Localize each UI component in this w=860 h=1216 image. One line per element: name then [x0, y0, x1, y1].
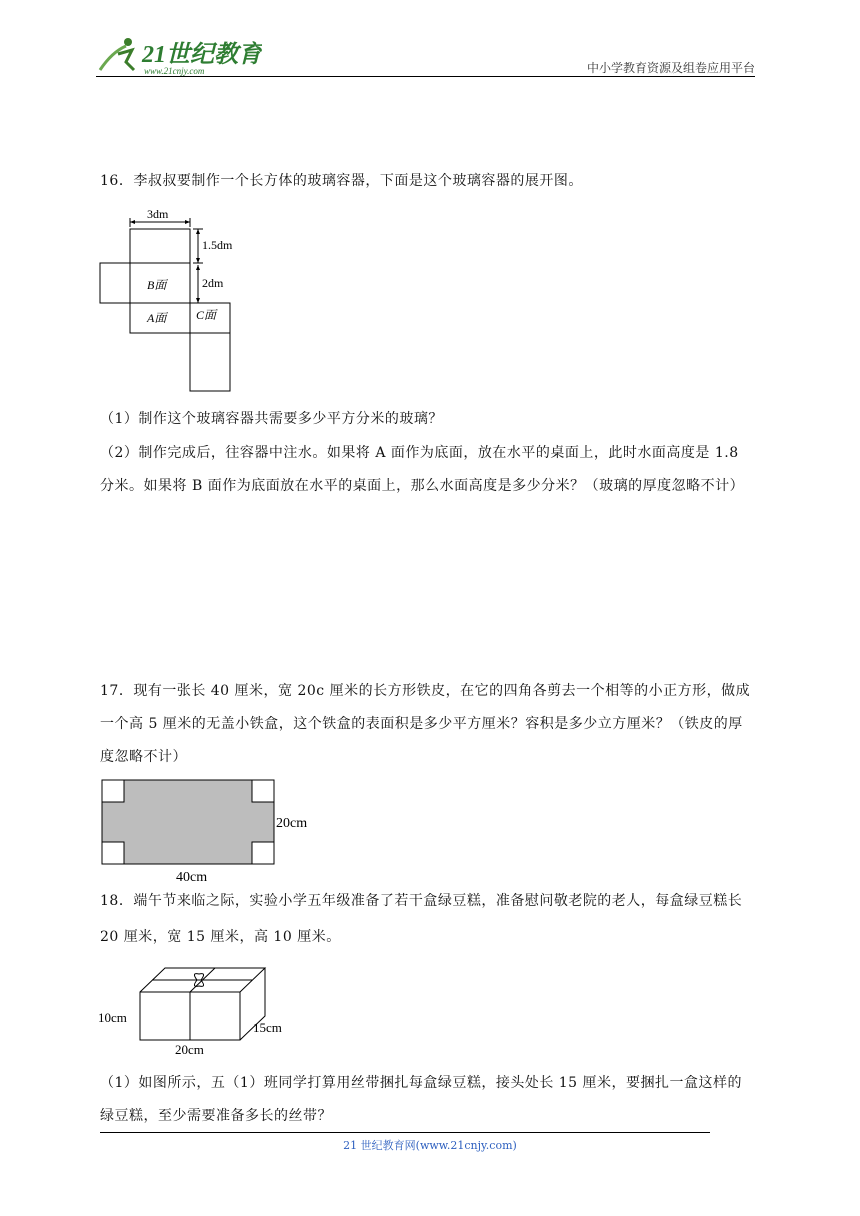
logo-text: 21世纪教育	[142, 42, 262, 68]
site-logo	[92, 32, 262, 80]
face-a-label: A面	[147, 311, 167, 325]
dim-20cm: 20cm	[175, 1042, 204, 1057]
dim-15cm: 15cm	[253, 1020, 282, 1035]
header-divider	[96, 76, 755, 77]
q17-line1: 17．现有一张长 40 厘米，宽 20c 厘米的长方形铁皮，在它的四角各剪去一个相等的小正方形，做成	[100, 683, 751, 699]
logo-url: www.21cnjy.com	[144, 66, 205, 76]
dim-2dm: 2dm	[202, 276, 224, 290]
q17-line3: 度忽略不计）	[100, 749, 187, 765]
dim-10cm: 10cm	[98, 1010, 127, 1025]
q16-part1: （1）制作这个玻璃容器共需要多少平方分米的玻璃？	[100, 411, 443, 427]
footer-divider	[100, 1132, 710, 1133]
q18-line1: 18．端午节来临之际，实验小学五年级准备了若干盒绿豆糕，准备慰问敬老院的老人，每盒绿豆糕长	[100, 893, 743, 909]
footer-text: 21 世纪教育网(www.21cnjy.com)	[343, 1139, 517, 1152]
dim-3dm: 3dm	[147, 207, 169, 221]
q18-part1-line2: 绿豆糕，至少需要准备多长的丝带？	[100, 1108, 332, 1124]
q18-part1-line1: （1）如图所示，五（1）班同学打算用丝带捆扎每盒绿豆糕，接头处长 15 厘米，要捆扎一盒这样的	[100, 1075, 743, 1091]
q16-part2-line2: 分米。如果将 B 面作为底面放在水平的桌面上，那么水面高度是多少分米？（玻璃的厚度忽略不计）	[100, 478, 745, 494]
q17-line2: 一个高 5 厘米的无盖小铁盒，这个铁盒的表面积是多少平方厘米？容积是多少立方厘米？（铁皮的厚	[100, 716, 743, 732]
face-b-label: B面	[147, 278, 167, 292]
dim-20cm: 20cm	[276, 816, 308, 831]
q16-part2-line1: （2）制作完成后，往容器中注水。如果将 A 面作为底面，放在水平的桌面上，此时水面高度是 1.8	[100, 445, 739, 461]
q18-box-diagram	[95, 960, 295, 1060]
platform-name: 中小学教育资源及组卷应用平台	[586, 61, 755, 75]
q16-net-diagram	[95, 205, 255, 395]
q18-line2: 20 厘米，宽 15 厘米，高 10 厘米。	[100, 929, 341, 945]
q16-stem: 16．李叔叔要制作一个长方体的玻璃容器，下面是这个玻璃容器的展开图。	[100, 173, 583, 189]
face-c-label: C面	[196, 308, 217, 322]
dim-1-5dm: 1.5dm	[202, 238, 233, 252]
q17-sheet-diagram	[98, 776, 328, 884]
dim-40cm: 40cm	[176, 870, 208, 884]
